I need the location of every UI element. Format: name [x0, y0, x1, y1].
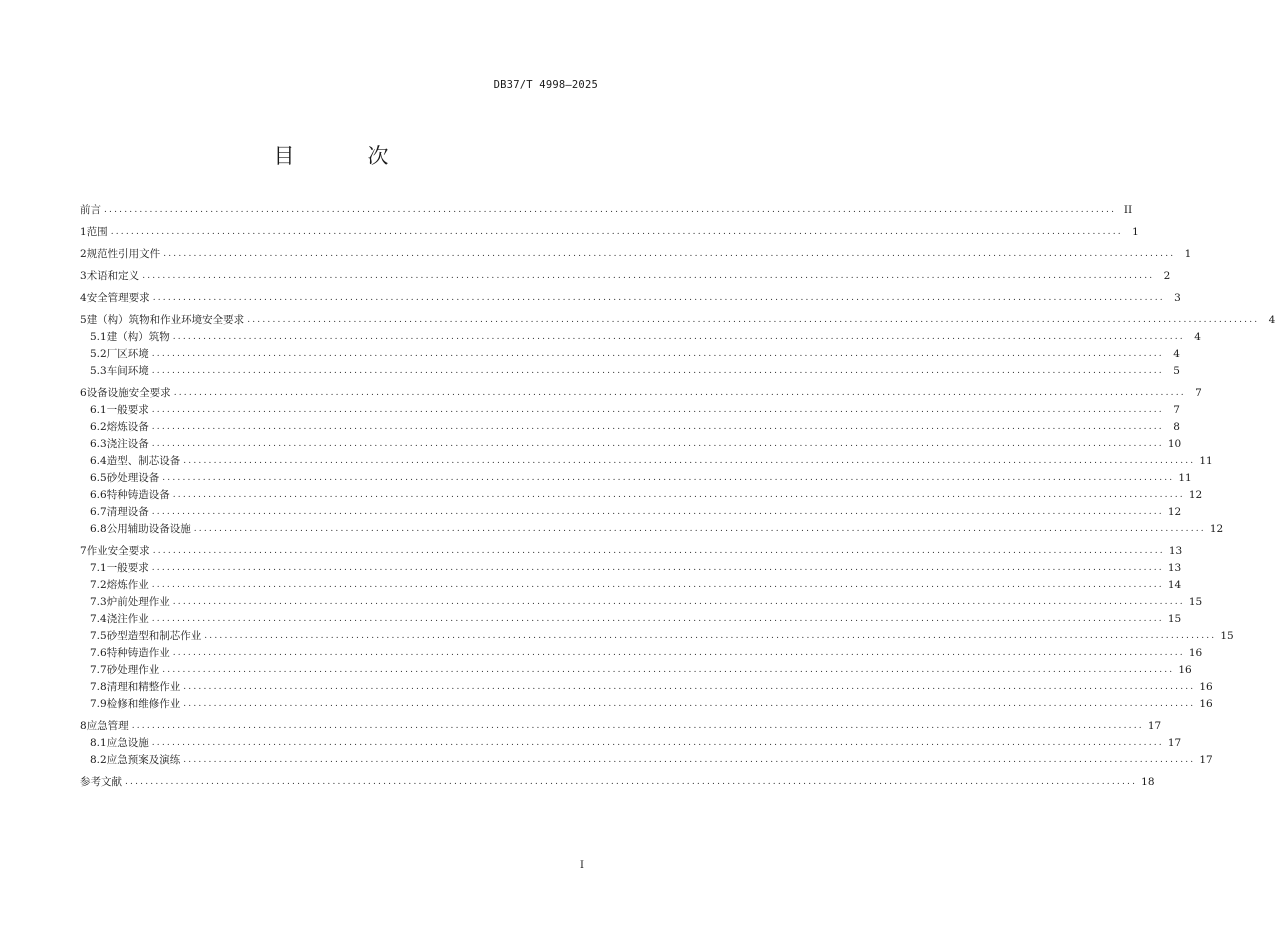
- toc-entry-page: 4: [1173, 348, 1180, 360]
- toc-entry[interactable]: [80, 361, 1180, 378]
- toc-entry-page: 16: [1199, 681, 1213, 693]
- toc-dot-leader: ........................................................................................................................................................................................................: [151, 366, 1164, 376]
- toc-entry-page: II: [1123, 204, 1133, 216]
- toc-entry-number: 3: [80, 270, 87, 282]
- table-of-contents: [80, 200, 1275, 789]
- toc-entry-label: 浇注作业: [106, 613, 149, 625]
- toc-entry-number: 5: [80, 314, 87, 326]
- toc-dot-leader: ........................................................................................................................................................................................................: [142, 271, 1155, 281]
- toc-entry-number: 7.5: [90, 630, 107, 642]
- toc-dot-leader: ........................................................................................................................................................................................................: [183, 682, 1196, 692]
- toc-entry-page: 11: [1178, 472, 1192, 484]
- toc-dot-leader: ........................................................................................................................................................................................................: [172, 597, 1185, 607]
- toc-entry[interactable]: [80, 626, 1234, 643]
- toc-entry[interactable]: [80, 592, 1203, 609]
- toc-entry[interactable]: [80, 660, 1192, 677]
- toc-entry-number: 5.3: [90, 365, 107, 377]
- toc-entry[interactable]: [80, 310, 1275, 327]
- toc-entry[interactable]: [80, 383, 1202, 400]
- toc-dot-leader: ........................................................................................................................................................................................................: [172, 648, 1185, 658]
- toc-entry-number: 7.8: [90, 681, 107, 693]
- toc-entry-label: 一般要求: [106, 562, 149, 574]
- toc-entry-page: 12: [1209, 523, 1224, 535]
- toc-entry-page: 12: [1167, 506, 1182, 518]
- toc-entry[interactable]: [80, 222, 1139, 239]
- toc-entry-page: 13: [1168, 545, 1183, 557]
- toc-entry-number: 1: [80, 226, 87, 238]
- toc-entry-label: 车间环境: [106, 365, 149, 377]
- toc-entry-label: 一般要求: [106, 404, 149, 416]
- toc-entry-page: 16: [1199, 698, 1213, 710]
- toc-entry-page: 17: [1199, 754, 1213, 766]
- toc-entry-page: 11: [1199, 455, 1213, 467]
- toc-entry-page: 14: [1167, 579, 1182, 591]
- toc-entry-page: 7: [1173, 404, 1180, 416]
- toc-entry-label: 砂处理设备: [106, 472, 160, 484]
- toc-entry-number: 6.2: [90, 421, 107, 433]
- toc-dot-leader: ........................................................................................................................................................................................................: [151, 563, 1164, 573]
- toc-entry-page: 8: [1173, 421, 1180, 433]
- toc-dot-leader: ........................................................................................................................................................................................................: [104, 205, 1117, 215]
- toc-entry-page: 17: [1167, 737, 1182, 749]
- toc-entry[interactable]: [80, 502, 1182, 519]
- toc-entry[interactable]: [80, 643, 1203, 660]
- toc-dot-leader: ........................................................................................................................................................................................................: [151, 507, 1164, 517]
- toc-dot-leader: ........................................................................................................................................................................................................: [125, 777, 1138, 787]
- toc-entry-page: 4: [1268, 314, 1275, 326]
- toc-entry-label: 建（构）筑物和作业环境安全要求: [86, 314, 245, 326]
- toc-entry-label: 熔炼设备: [106, 421, 149, 433]
- page-title: 目 次: [273, 144, 415, 168]
- toc-entry[interactable]: [80, 750, 1213, 767]
- toc-dot-leader: ........................................................................................................................................................................................................: [183, 755, 1196, 765]
- toc-entry-number: 7.1: [90, 562, 107, 574]
- toc-entry-page: 15: [1188, 596, 1203, 608]
- toc-entry-label: 规范性引用文件: [86, 248, 161, 260]
- toc-entry-label: 浇注设备: [106, 438, 149, 450]
- toc-entry[interactable]: [80, 200, 1133, 217]
- toc-entry[interactable]: [80, 451, 1213, 468]
- toc-entry-number: 6.6: [90, 489, 107, 501]
- toc-entry-number: 5.2: [90, 348, 107, 360]
- toc-entry-number: 6.3: [90, 438, 107, 450]
- toc-entry-number: 7.9: [90, 698, 107, 710]
- toc-entry-number: 5.1: [90, 331, 107, 343]
- toc-entry-label: 厂区环境: [106, 348, 149, 360]
- toc-entry-page: 13: [1167, 562, 1182, 574]
- toc-entry-label: 建（构）筑物: [106, 331, 170, 343]
- toc-entry-number: 2: [80, 248, 87, 260]
- toc-dot-leader: ........................................................................................................................................................................................................: [172, 490, 1185, 500]
- document-code: DB37/T 4998—2025: [493, 79, 598, 91]
- toc-entry-label: 参考文献: [80, 776, 122, 788]
- toc-entry[interactable]: [80, 244, 1192, 261]
- toc-entry-number: 7.3: [90, 596, 107, 608]
- toc-entry-page: 15: [1220, 630, 1234, 642]
- toc-entry-number: 7: [80, 545, 87, 557]
- toc-dot-leader: ........................................................................................................................................................................................................: [163, 249, 1176, 259]
- toc-entry[interactable]: [80, 558, 1182, 575]
- toc-entry[interactable]: [80, 344, 1180, 361]
- toc-entry-page: 18: [1141, 776, 1155, 788]
- toc-entry-label: 设备设施安全要求: [86, 387, 171, 399]
- toc-dot-leader: ........................................................................................................................................................................................................: [247, 315, 1260, 325]
- toc-entry-page: 16: [1188, 647, 1203, 659]
- toc-entry-number: 7.6: [90, 647, 107, 659]
- toc-entry[interactable]: [80, 485, 1203, 502]
- toc-entry-page: 1: [1184, 248, 1192, 260]
- toc-entry-number: 6.1: [90, 404, 107, 416]
- toc-entry-number: 6.7: [90, 506, 107, 518]
- toc-dot-leader: ........................................................................................................................................................................................................: [172, 332, 1185, 342]
- toc-entry-label: 清理设备: [106, 506, 149, 518]
- toc-entry-label: 安全管理要求: [86, 292, 150, 304]
- toc-entry[interactable]: [80, 733, 1182, 750]
- toc-entry-page: 16: [1178, 664, 1192, 676]
- toc-entry-number: 6.5: [90, 472, 107, 484]
- toc-entry[interactable]: [80, 327, 1201, 344]
- toc-entry-page: 3: [1174, 292, 1181, 304]
- toc-dot-leader: ........................................................................................................................................................................................................: [151, 422, 1164, 432]
- toc-entry-number: 4: [80, 292, 87, 304]
- toc-entry[interactable]: [80, 772, 1155, 789]
- toc-entry-page: 7: [1195, 387, 1202, 399]
- toc-entry[interactable]: [80, 417, 1180, 434]
- toc-entry[interactable]: [80, 400, 1180, 417]
- toc-entry[interactable]: [80, 468, 1192, 485]
- toc-entry-page: 5: [1173, 365, 1180, 377]
- toc-dot-leader: ........................................................................................................................................................................................................: [193, 524, 1206, 534]
- toc-entry-label: 特种铸造作业: [106, 647, 170, 659]
- toc-entry-number: 8: [80, 720, 87, 732]
- footer-page-number: I: [580, 860, 584, 871]
- toc-entry-number: 6: [80, 387, 87, 399]
- toc-entry[interactable]: [80, 694, 1213, 711]
- toc-entry[interactable]: [80, 541, 1183, 558]
- toc-entry-label: 应急预案及演练: [106, 754, 181, 766]
- toc-dot-leader: ........................................................................................................................................................................................................: [152, 546, 1165, 556]
- toc-entry-page: 2: [1163, 270, 1171, 282]
- toc-entry-label: 特种铸造设备: [106, 489, 170, 501]
- toc-entry[interactable]: [80, 434, 1182, 451]
- toc-dot-leader: ........................................................................................................................................................................................................: [183, 699, 1196, 709]
- toc-dot-leader: ........................................................................................................................................................................................................: [151, 405, 1164, 415]
- toc-entry-label: 砂处理作业: [106, 664, 160, 676]
- toc-entry-number: 7.7: [90, 664, 107, 676]
- toc-entry-label: 范围: [86, 226, 108, 238]
- toc-entry-label: 前言: [80, 204, 101, 216]
- toc-entry-number: 7.4: [90, 613, 107, 625]
- toc-dot-leader: ........................................................................................................................................................................................................: [151, 349, 1164, 359]
- toc-entry[interactable]: [80, 288, 1181, 305]
- toc-entry[interactable]: [80, 575, 1182, 592]
- toc-dot-leader: ........................................................................................................................................................................................................: [162, 473, 1175, 483]
- toc-dot-leader: ........................................................................................................................................................................................................: [151, 738, 1164, 748]
- toc-entry-label: 应急设施: [106, 737, 149, 749]
- toc-entry-label: 公用辅助设备设施: [106, 523, 191, 535]
- toc-dot-leader: ........................................................................................................................................................................................................: [204, 631, 1217, 641]
- toc-entry-label: 检修和维修作业: [106, 698, 181, 710]
- toc-dot-leader: ........................................................................................................................................................................................................: [151, 614, 1164, 624]
- toc-entry-label: 造型、制芯设备: [106, 455, 181, 467]
- toc-entry-label: 砂型造型和制芯作业: [106, 630, 202, 642]
- toc-entry-number: 8.2: [90, 754, 107, 766]
- toc-entry-label: 清理和精整作业: [106, 681, 181, 693]
- toc-entry-page: 15: [1167, 613, 1182, 625]
- toc-entry-page: 4: [1194, 331, 1201, 343]
- toc-dot-leader: ........................................................................................................................................................................................................: [131, 721, 1144, 731]
- toc-entry-page: 1: [1132, 226, 1139, 238]
- toc-entry-label: 作业安全要求: [86, 545, 150, 557]
- toc-entry-label: 术语和定义: [86, 270, 140, 282]
- toc-entry-number: 6.8: [90, 523, 107, 535]
- toc-entry[interactable]: [80, 716, 1162, 733]
- toc-dot-leader: ........................................................................................................................................................................................................: [151, 439, 1164, 449]
- toc-entry-number: 8.1: [90, 737, 107, 749]
- toc-entry-label: 炉前处理作业: [106, 596, 170, 608]
- toc-entry-page: 17: [1147, 720, 1162, 732]
- toc-dot-leader: ........................................................................................................................................................................................................: [151, 580, 1164, 590]
- toc-dot-leader: ........................................................................................................................................................................................................: [162, 665, 1175, 675]
- toc-dot-leader: ........................................................................................................................................................................................................: [110, 227, 1123, 237]
- toc-entry[interactable]: [80, 519, 1224, 536]
- toc-entry-number: 7.2: [90, 579, 107, 591]
- toc-dot-leader: ........................................................................................................................................................................................................: [173, 388, 1186, 398]
- toc-entry-number: 6.4: [90, 455, 107, 467]
- toc-entry[interactable]: [80, 609, 1182, 626]
- toc-dot-leader: ........................................................................................................................................................................................................: [183, 456, 1196, 466]
- toc-dot-leader: ........................................................................................................................................................................................................: [152, 293, 1165, 303]
- toc-entry[interactable]: [80, 266, 1171, 283]
- toc-entry[interactable]: [80, 677, 1213, 694]
- toc-entry-label: 熔炼作业: [106, 579, 149, 591]
- toc-entry-label: 应急管理: [86, 720, 129, 732]
- toc-entry-page: 12: [1188, 489, 1203, 501]
- toc-entry-page: 10: [1167, 438, 1182, 450]
